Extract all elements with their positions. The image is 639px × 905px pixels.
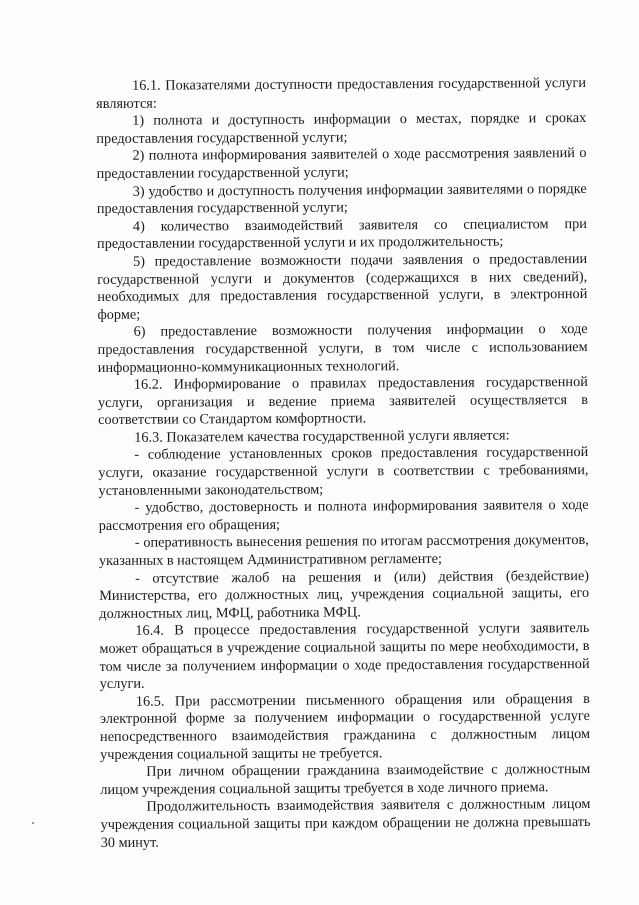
list-item-5: 5) предоставление возможности подачи заявления о предоставлении государственной услуги и документов (содержащихся в них сведений), необходимых для предоставления государственной услуги, в электронной форме;	[97, 250, 588, 323]
list-item-6: 6) предоставление возможности получения информации о ходе предоставления государственной услуги, в том числе с использованием информационно-коммуникационных технологий.	[97, 321, 588, 376]
quality-item-4: - отсутствие жалоб на решения и (или) действия (бездействие) Министерства, его должностных лиц, учреждения социальной защиты, его должностных лиц, МФЦ, работника МФЦ.	[99, 567, 590, 622]
list-item-1: 1) полнота и доступность информации о местах, порядке и сроках предоставления государственной услуги;	[96, 110, 587, 147]
quality-item-2: - удобство, достоверность и полнота информирования заявителя о ходе рассмотрения его обращения;	[98, 497, 589, 534]
document-body	[96, 75, 591, 852]
quality-item-1: - соблюдение установленных сроков предоставления государственной услуги, оказание государственной услуги в соответствии с требованиями, установленными законодательством;	[98, 444, 589, 499]
section-16-2: 16.2. Информирование о правилах предоставления государственной услуги, организация и ведение приема заявителей осуществляется в соответствии со Стандартом комфортности.	[97, 374, 589, 429]
list-item-2: 2) полнота информирования заявителей о ходе рассмотрения заявлений о предоставлении государственной услуги;	[96, 145, 587, 182]
section-16-5: 16.5. При рассмотрении письменного обращения или обращения в электронной форме за получением информации о государственной услуге непосредственного взаимодействия гражданина с должностным лицом учреждения социальной защиты не требуется.	[99, 690, 591, 763]
section-16-4: 16.4. В процессе предоставления государственной услуги заявитель может обращаться в учреждение социальной защиты по мере необходимости, в том числе за получением информации о ходе предоставления государственной услуги.	[99, 620, 590, 693]
section-16-3-heading: 16.3. Показателем качества государственной услуги является:	[134, 427, 510, 446]
scan-speck	[32, 822, 34, 824]
quality-item-3: - оперативность вынесения решения по итогам рассмотрения документов, указанных в настоящем Административном регламенте;	[98, 532, 589, 570]
personal-appeal-paragraph: При личном обращении гражданина взаимодействие с должностным лицом учреждения социальной защиты требуется в ходе личного приема.	[100, 761, 591, 798]
list-item-4: 4) количество взаимодействий заявителя со специалистом при предоставлении государственной услуги и их продолжительность;	[96, 215, 587, 253]
list-item-3: 3) удобство и доступность получения информации заявителями о порядке предоставления государственной услуги;	[96, 180, 587, 218]
section-16-1-heading: 16.1. Показателями доступности предоставления государственной услуги являются:	[96, 75, 587, 112]
duration-paragraph: Продолжительность взаимодействия заявителя с должностным лицом учреждения социальной защиты при каждом обращении не должна превышать 30 минут.	[100, 796, 591, 851]
